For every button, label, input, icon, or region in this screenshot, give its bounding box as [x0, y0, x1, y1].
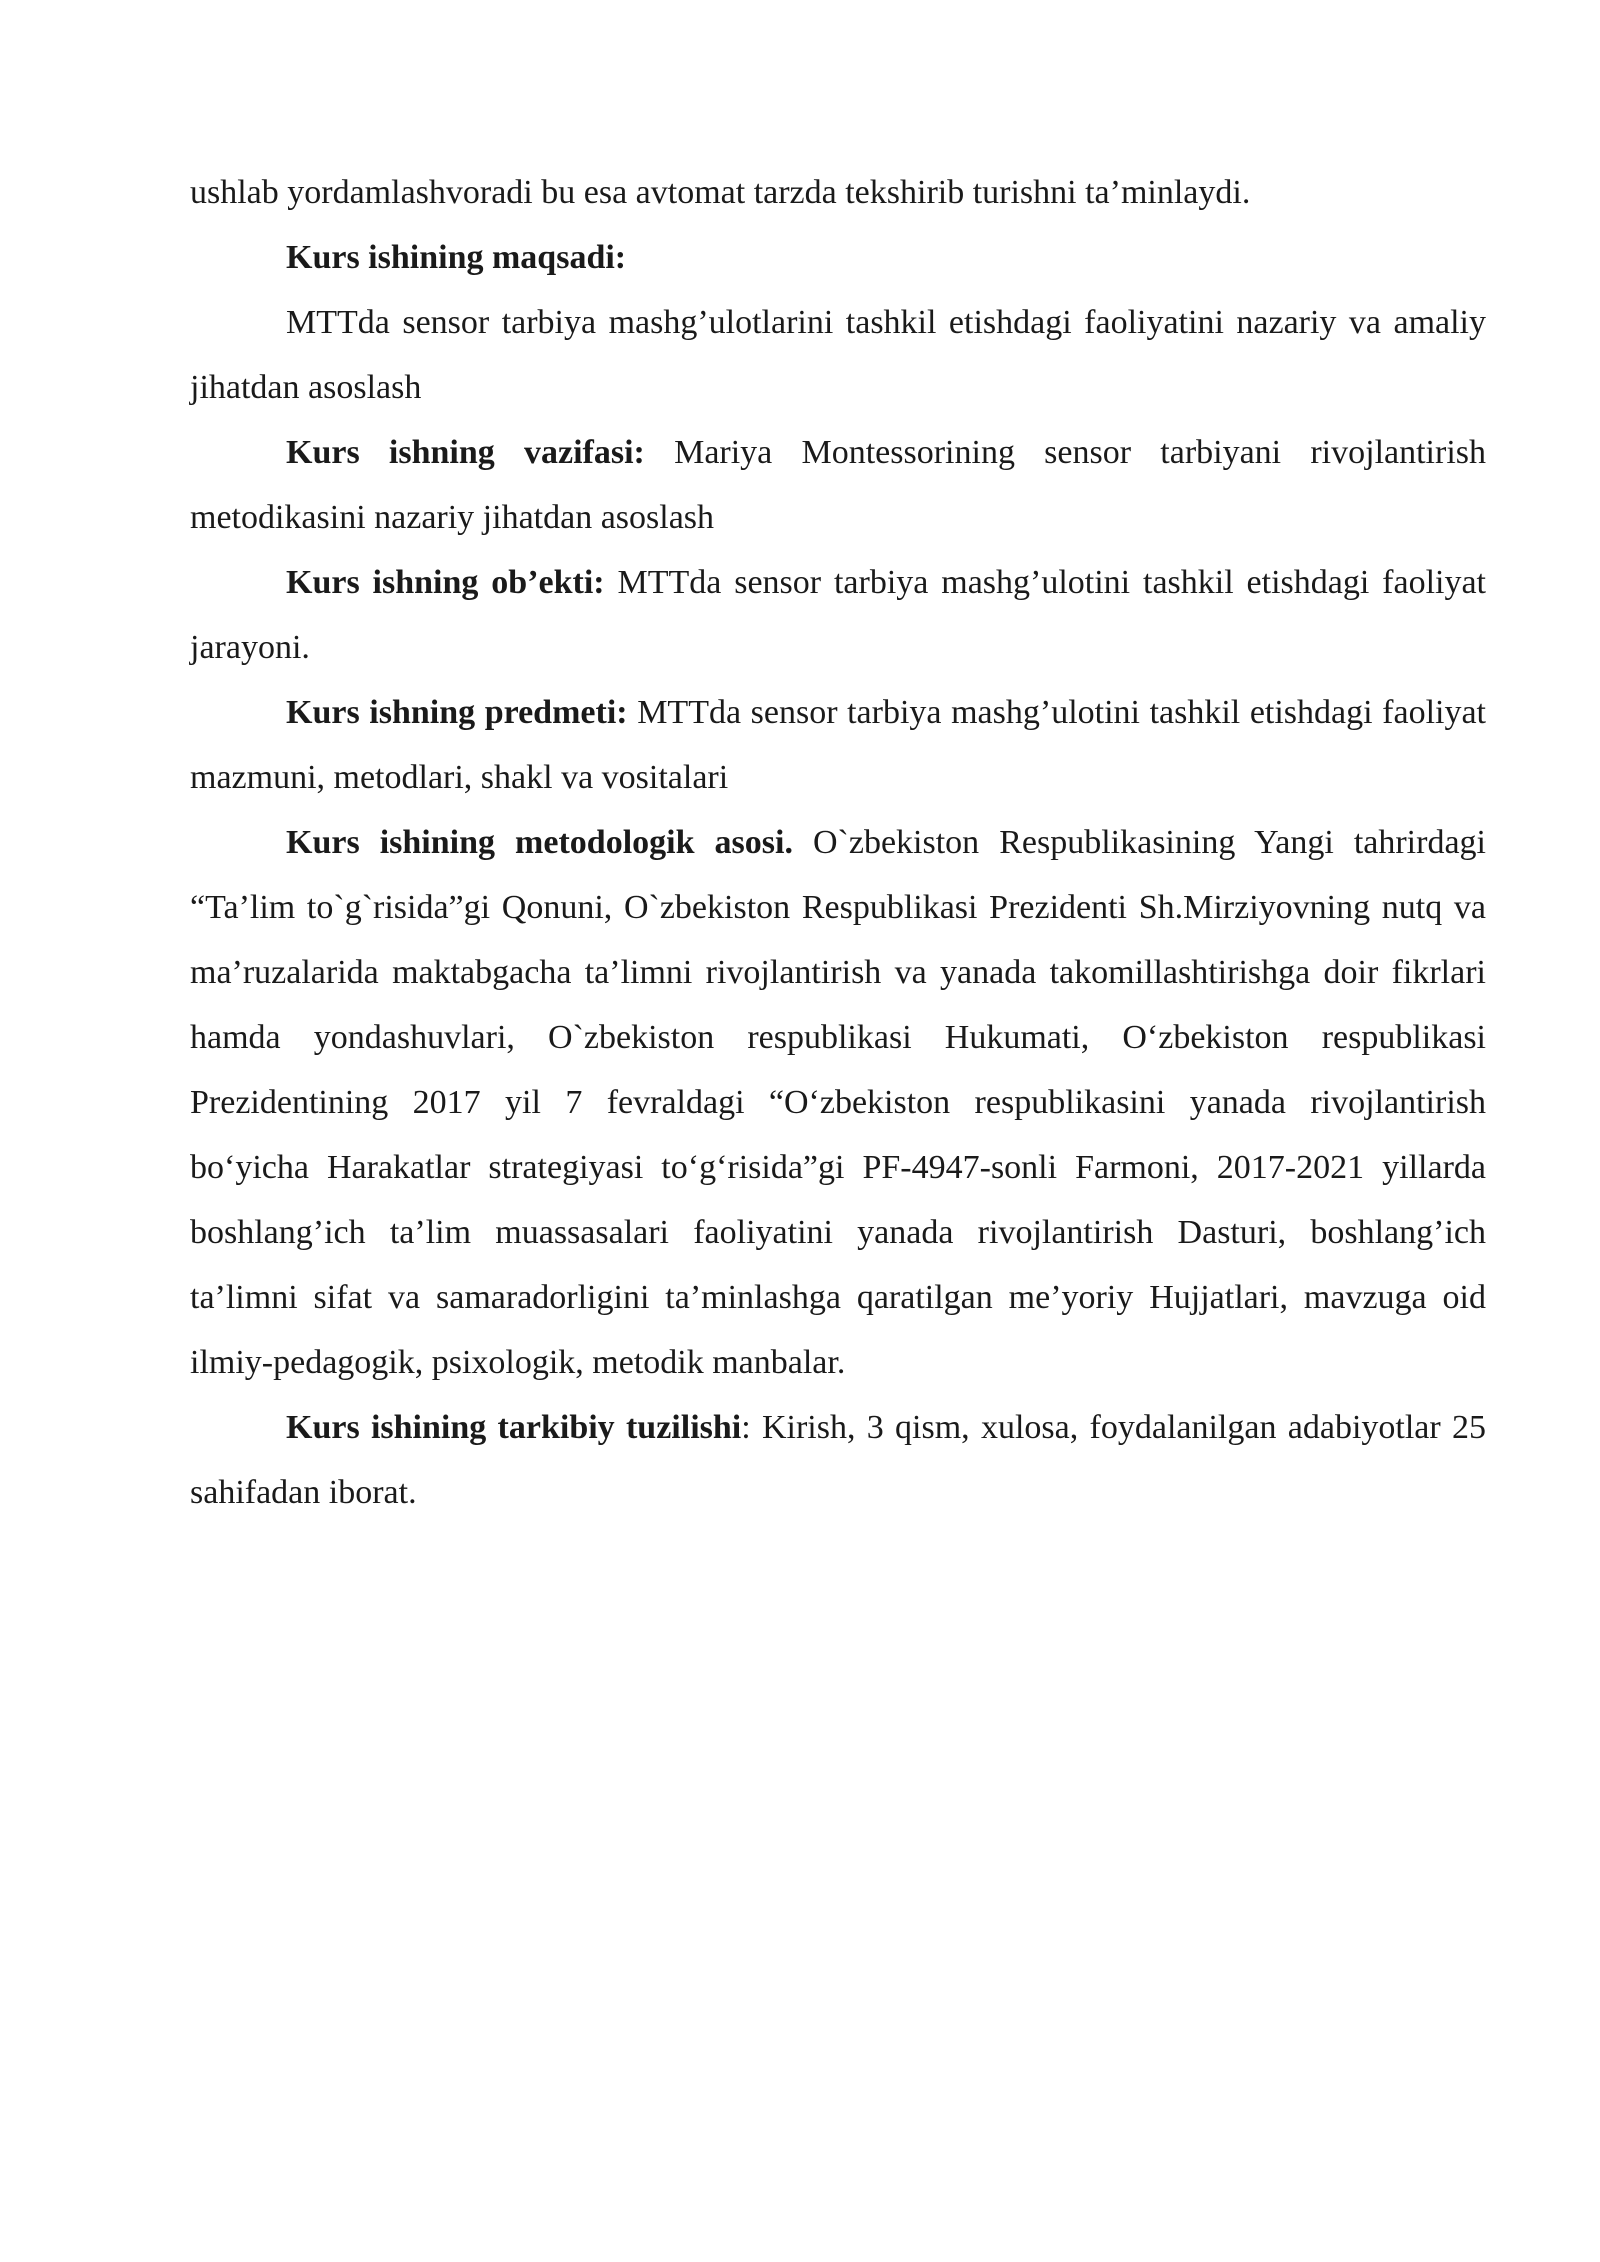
paragraph-text: ushlab yordamlashvoradi bu esa avtomat tarzda tekshirib turishni ta’minlaydi. [190, 174, 1251, 211]
paragraph-tarkibiy-tuzilishi [190, 1395, 1486, 1525]
paragraph-text: : Kirish, 3 qism, xulosa, foydalanilgan adabiyotlar 25 sahifadan iborat. [190, 1409, 1486, 1511]
paragraph-label: Kurs ishning vazifasi: [286, 434, 645, 471]
paragraph-label: Kurs ishining metodologik asosi. [286, 824, 793, 861]
paragraph-continuation [190, 160, 1486, 225]
paragraph-label: Kurs ishning ob’ekti: [286, 564, 605, 601]
paragraph-text: MTTda sensor tarbiya mashg’ulotini tashkil etishdagi faoliyat mazmuni, metodlari, shakl va vositalari [190, 694, 1487, 796]
heading-text: Kurs ishining maqsadi: [286, 239, 627, 276]
paragraph-vazifasi [190, 420, 1486, 550]
paragraph-maqsadi [190, 290, 1486, 420]
document-body [190, 160, 1486, 1525]
paragraph-text: MTTda sensor tarbiya mashg’ulotini tashkil etishdagi faoliyat jarayoni. [190, 564, 1486, 666]
paragraph-predmeti [190, 680, 1486, 810]
paragraph-text: MTTda sensor tarbiya mashg’ulotlarini tashkil etishdagi faoliyatini nazariy va amaliy jihatdan asoslash [190, 304, 1486, 406]
paragraph-metodologik-asosi [190, 810, 1486, 1395]
paragraph-obekti [190, 550, 1486, 680]
paragraph-label: Kurs ishining tarkibiy tuzilishi [286, 1409, 742, 1446]
heading-maqsadi [190, 225, 1486, 290]
paragraph-label: Kurs ishning predmeti: [286, 694, 628, 731]
paragraph-text: Mariya Montessorining sensor tarbiyani rivojlantirish metodikasini nazariy jihatdan asoslash [190, 434, 1487, 536]
paragraph-text: O`zbekiston Respublikasining Yangi tahrirdagi “Ta’lim to`g`risida”gi Qonuni, O`zbekiston Respublikasi Prezidenti Sh.Mirziyovning nutq va ma’ruzalarida maktabgacha ta’limni rivojlantirish va yanada takomillashtirishga doir fikrlari hamda yondashuvlari, O`zbekiston respublikasi Hukumati, O‘zbekiston respublikasi Prezidentining 2017 yil 7 fevraldagi “O‘zbekiston respublikasini yanada rivojlantirish bo‘yicha Harakatlar strategiyasi to‘g‘risida”gi PF-4947-sonli Farmoni, 2017-2021 yillarda boshlang’ich ta’lim muassasalari faoliyatini yanada rivojlantirish Dasturi, boshlang’ich ta’limni sifat va samaradorligini ta’minlashga qaratilgan me’yoriy Hujjatlari, mavzuga oid ilmiy-pedagogik, psixologik, metodik manbalar. [190, 824, 1486, 1381]
